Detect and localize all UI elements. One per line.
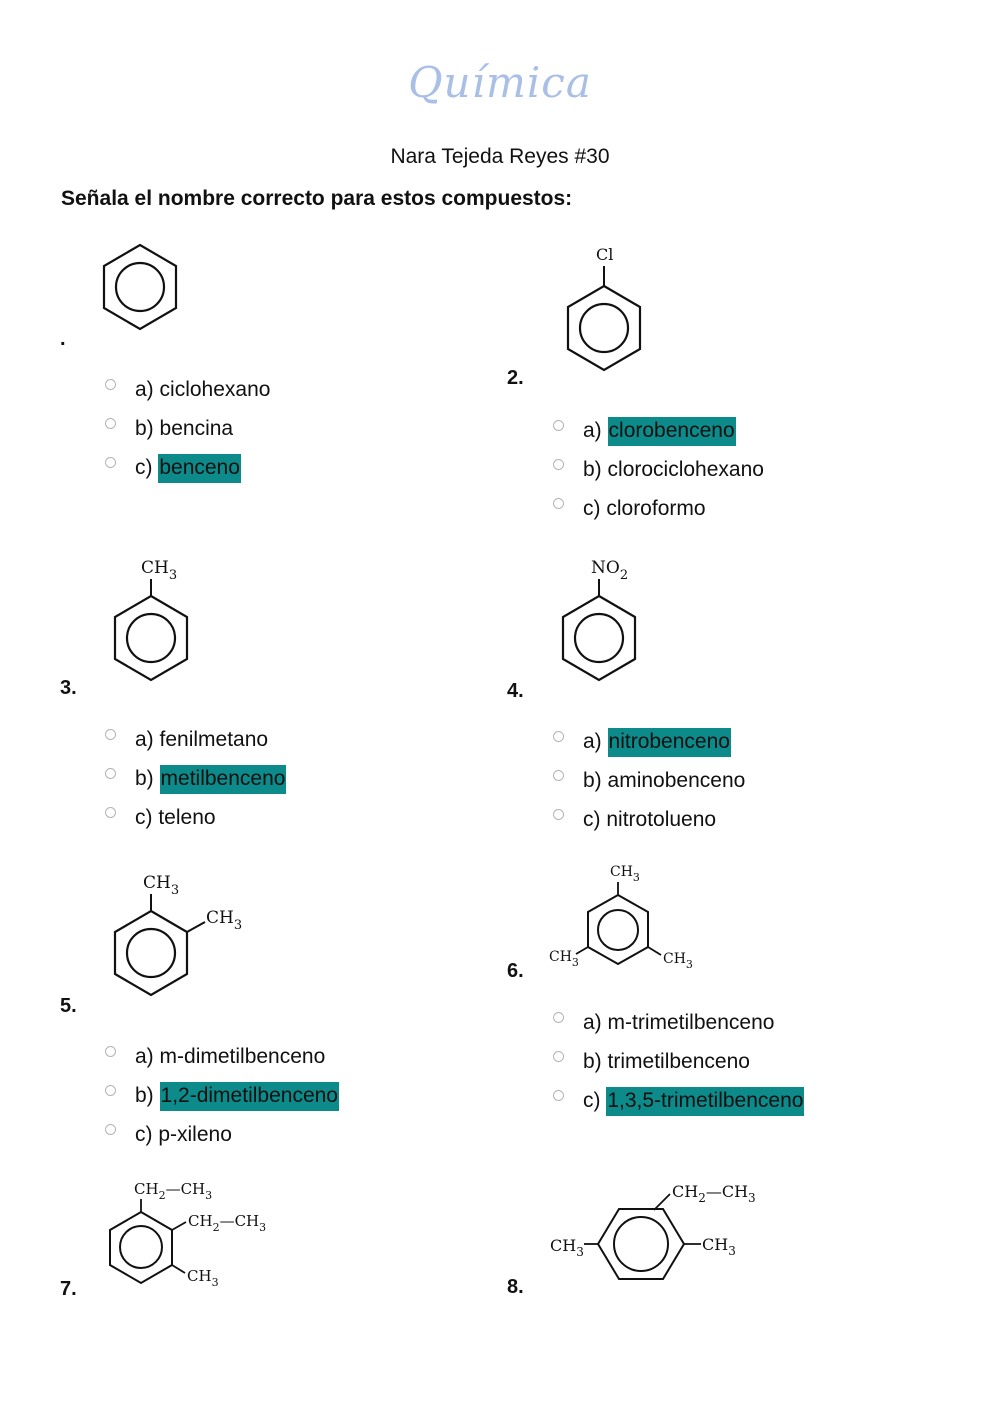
substituent-label: $CH_3$ <box>663 951 693 971</box>
option-5a[interactable] <box>135 1042 325 1072</box>
option-1c[interactable] <box>135 453 241 483</box>
option-4b[interactable] <box>583 766 745 796</box>
substituent-label: $CH_3$ <box>187 1267 219 1289</box>
radio-button[interactable] <box>553 459 564 470</box>
instruction-text: Señala el nombre correcto para estos compuestos: <box>61 187 573 210</box>
substituent-label: $CH_3$ <box>143 873 180 898</box>
option-3b[interactable] <box>135 764 286 794</box>
selected-option-text: benceno <box>158 454 241 483</box>
option-1a[interactable] <box>135 375 270 405</box>
option-4a[interactable] <box>583 727 731 757</box>
option-text: ciclohexano <box>159 378 271 401</box>
option-text: m-trimetilbenceno <box>607 1011 775 1034</box>
substituent-label: $CH_2—CH_3$ <box>672 1182 756 1205</box>
substituent-label: $CH_2—CH_3$ <box>188 1212 267 1234</box>
diethyl-methylbenzene-structure <box>105 1175 280 1290</box>
radio-button[interactable] <box>553 1012 564 1023</box>
page-title: Química <box>408 58 592 107</box>
option-letter: c) <box>583 497 601 520</box>
option-3c[interactable] <box>135 803 216 833</box>
option-letter: c) <box>583 808 601 831</box>
option-text: fenilmetano <box>159 728 269 751</box>
toluene-structure <box>105 553 205 688</box>
radio-button[interactable] <box>105 807 116 818</box>
radio-button[interactable] <box>105 1085 116 1096</box>
option-letter: a) <box>135 378 154 401</box>
radio-button[interactable] <box>553 770 564 781</box>
option-3a[interactable] <box>135 725 268 755</box>
chlorobenzene-structure <box>558 240 653 375</box>
substituent-label: $CH_3$ <box>549 949 579 969</box>
option-6a[interactable] <box>583 1008 774 1038</box>
substituent-label: $CH_3$ <box>141 558 178 583</box>
radio-button[interactable] <box>105 418 116 429</box>
option-letter: a) <box>583 419 602 442</box>
option-letter: b) <box>583 1050 602 1073</box>
question-number: 6. <box>507 960 524 982</box>
ethyl-dimethylbenzene-structure <box>548 1178 778 1290</box>
option-letter: c) <box>135 456 153 479</box>
radio-button[interactable] <box>105 729 116 740</box>
selected-option-text: 1,3,5-trimetilbenceno <box>606 1087 804 1116</box>
substituent-label: $CH_3$ <box>206 908 243 933</box>
option-letter: a) <box>583 730 602 753</box>
option-letter: c) <box>583 1089 601 1112</box>
o-xylene-structure <box>105 868 255 1003</box>
option-2a[interactable] <box>583 416 736 446</box>
radio-button[interactable] <box>553 1051 564 1062</box>
radio-button[interactable] <box>105 768 116 779</box>
option-text: trimetilbenceno <box>607 1050 750 1073</box>
option-6c[interactable] <box>583 1086 804 1116</box>
question-number: 3. <box>60 677 77 699</box>
option-text: clorociclohexano <box>607 458 764 481</box>
option-2c[interactable] <box>583 494 706 524</box>
option-5b[interactable] <box>135 1081 339 1111</box>
option-2b[interactable] <box>583 455 764 485</box>
substituent-label: $CH_3$ <box>702 1235 736 1258</box>
option-letter: a) <box>583 1011 602 1034</box>
author-name: Nara Tejeda Reyes #30 <box>390 145 610 168</box>
radio-button[interactable] <box>105 1124 116 1135</box>
selected-option-text: metilbenceno <box>160 765 287 794</box>
question-number: . <box>60 328 66 350</box>
option-6b[interactable] <box>583 1047 750 1077</box>
option-4c[interactable] <box>583 805 716 835</box>
option-text: p-xileno <box>158 1123 232 1146</box>
option-letter: b) <box>135 767 154 790</box>
option-text: nitrotolueno <box>606 808 717 831</box>
option-text: m-dimetilbenceno <box>159 1045 326 1068</box>
substituent-label: $CH_2—CH_3$ <box>134 1180 213 1202</box>
option-5c[interactable] <box>135 1120 232 1150</box>
mesitylene-structure <box>545 860 705 975</box>
option-text: teleno <box>158 806 216 829</box>
radio-button[interactable] <box>553 731 564 742</box>
option-text: cloroformo <box>606 497 706 520</box>
option-text: bencina <box>159 417 234 440</box>
question-number: 2. <box>507 367 524 389</box>
option-letter: c) <box>135 806 153 829</box>
substituent-label: $NO_2$ <box>591 558 629 583</box>
selected-option-text: clorobenceno <box>608 417 736 446</box>
radio-button[interactable] <box>105 457 116 468</box>
substituent-label: Cl <box>596 245 614 264</box>
radio-button[interactable] <box>553 1090 564 1101</box>
selected-option-text: nitrobenceno <box>608 728 731 757</box>
option-letter: a) <box>135 1045 154 1068</box>
radio-button[interactable] <box>105 1046 116 1057</box>
question-number: 5. <box>60 995 77 1017</box>
question-number: 4. <box>507 680 524 702</box>
option-letter: b) <box>135 1084 154 1107</box>
radio-button[interactable] <box>553 420 564 431</box>
benzene-structure <box>95 240 185 335</box>
radio-button[interactable] <box>105 379 116 390</box>
option-letter: a) <box>135 728 154 751</box>
option-1b[interactable] <box>135 414 233 444</box>
radio-button[interactable] <box>553 498 564 509</box>
nitrobenzene-structure <box>553 553 653 688</box>
option-text: aminobenceno <box>607 769 746 792</box>
substituent-label: $CH_3$ <box>550 1236 584 1259</box>
radio-button[interactable] <box>553 809 564 820</box>
substituent-label: $CH_3$ <box>610 864 640 884</box>
option-letter: b) <box>583 769 602 792</box>
option-letter: b) <box>135 417 154 440</box>
option-letter: b) <box>583 458 602 481</box>
question-number: 8. <box>507 1276 524 1298</box>
selected-option-text: 1,2-dimetilbenceno <box>160 1082 339 1111</box>
question-number: 7. <box>60 1278 77 1300</box>
option-letter: c) <box>135 1123 153 1146</box>
